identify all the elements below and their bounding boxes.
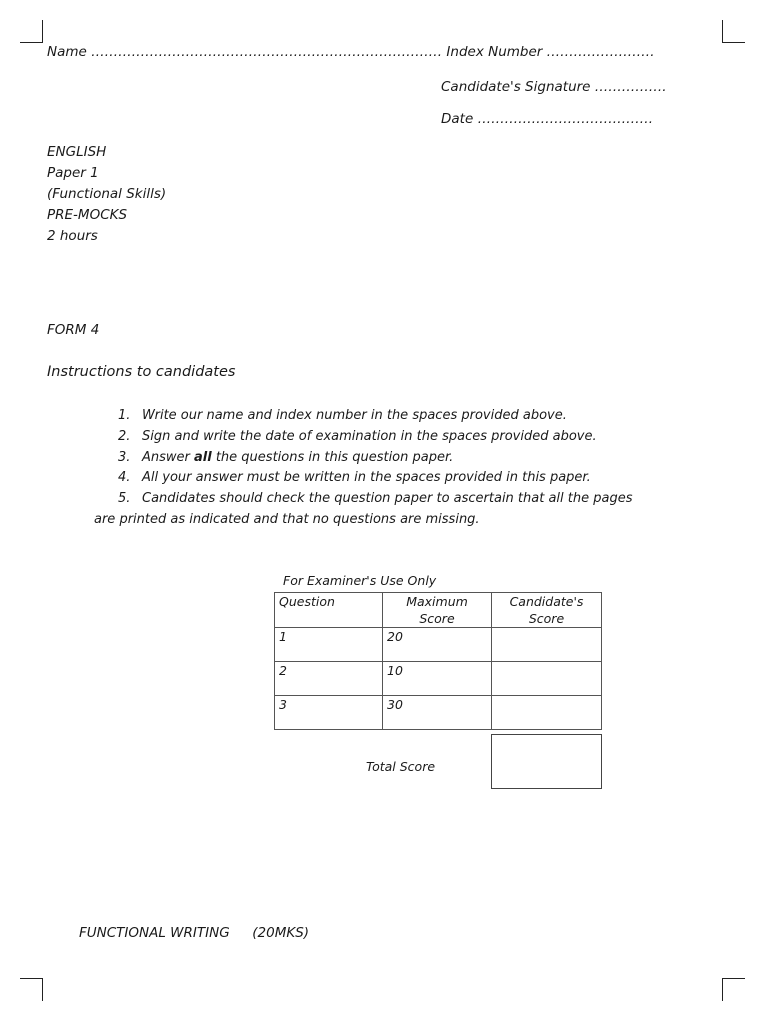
name-field[interactable]: …………………………………………………………………… [91,44,443,60]
paper-number: Paper 1 [47,165,99,181]
max-score: 20 [383,628,492,662]
candidate-score-cell[interactable] [492,628,602,662]
section-title: FUNCTIONAL WRITING [79,925,230,941]
date-label: Date [441,111,474,127]
table-row [275,662,602,696]
instruction-item: 5. Candidates should check the question paper to ascertain that all the pages [118,491,633,507]
total-score-label: Total Score [366,759,436,774]
question-number: 2 [275,662,383,696]
index-number-field[interactable]: …………………… [546,44,655,60]
date-line [441,111,653,127]
crop-mark-bottom-left [20,978,43,1001]
table-row [275,696,602,730]
crop-mark-bottom-right [722,978,745,1001]
max-score: 10 [383,662,492,696]
instruction-item: 4. All your answer must be written in the spaces provided in this paper. [118,470,591,486]
signature-field[interactable]: ……………. [594,79,667,95]
index-number-label: Index Number [446,44,543,60]
question-number: 1 [275,628,383,662]
instruction-item: 1. Write our name and index number in the spaces provided above. [118,408,567,423]
crop-mark-top-right [722,20,745,43]
name-label: Name [47,44,87,60]
form-level: FORM 4 [47,322,100,338]
candidate-score-cell[interactable] [492,662,602,696]
signature-label: Candidate's Signature [441,79,591,95]
paper-type: (Functional Skills) [47,186,167,202]
signature-line [441,79,667,95]
exam-name: PRE-MOCKS [47,207,128,223]
table-row [275,628,602,662]
total-score-box[interactable] [491,734,602,789]
subject: ENGLISH [47,144,107,160]
header-maximum-score: Maximum Score [383,593,492,628]
table-header-row [275,593,602,628]
date-field[interactable]: ………………………………… [477,111,654,127]
crop-mark-top-left [20,20,43,43]
instructions-heading: Instructions to candidates [47,364,236,380]
examiner-score-table [274,592,602,730]
max-score: 30 [383,696,492,730]
question-number: 3 [275,696,383,730]
instruction-item: 2. Sign and write the date of examination in the spaces provided above. [118,428,597,444]
instruction-item: 3. Answer all the questions in this question paper. [118,449,454,465]
name-index-line [47,44,655,60]
header-question: Question [275,593,383,628]
instructions-list [94,406,714,531]
section-heading [79,925,309,941]
header-candidate-score: Candidate's Score [492,593,602,628]
section-marks: (20MKS) [252,925,310,941]
candidate-score-cell[interactable] [492,696,602,730]
examiner-table-caption: For Examiner's Use Only [283,573,437,588]
instruction-continuation: are printed as indicated and that no questions are missing. [94,511,480,527]
duration: 2 hours [47,228,98,244]
